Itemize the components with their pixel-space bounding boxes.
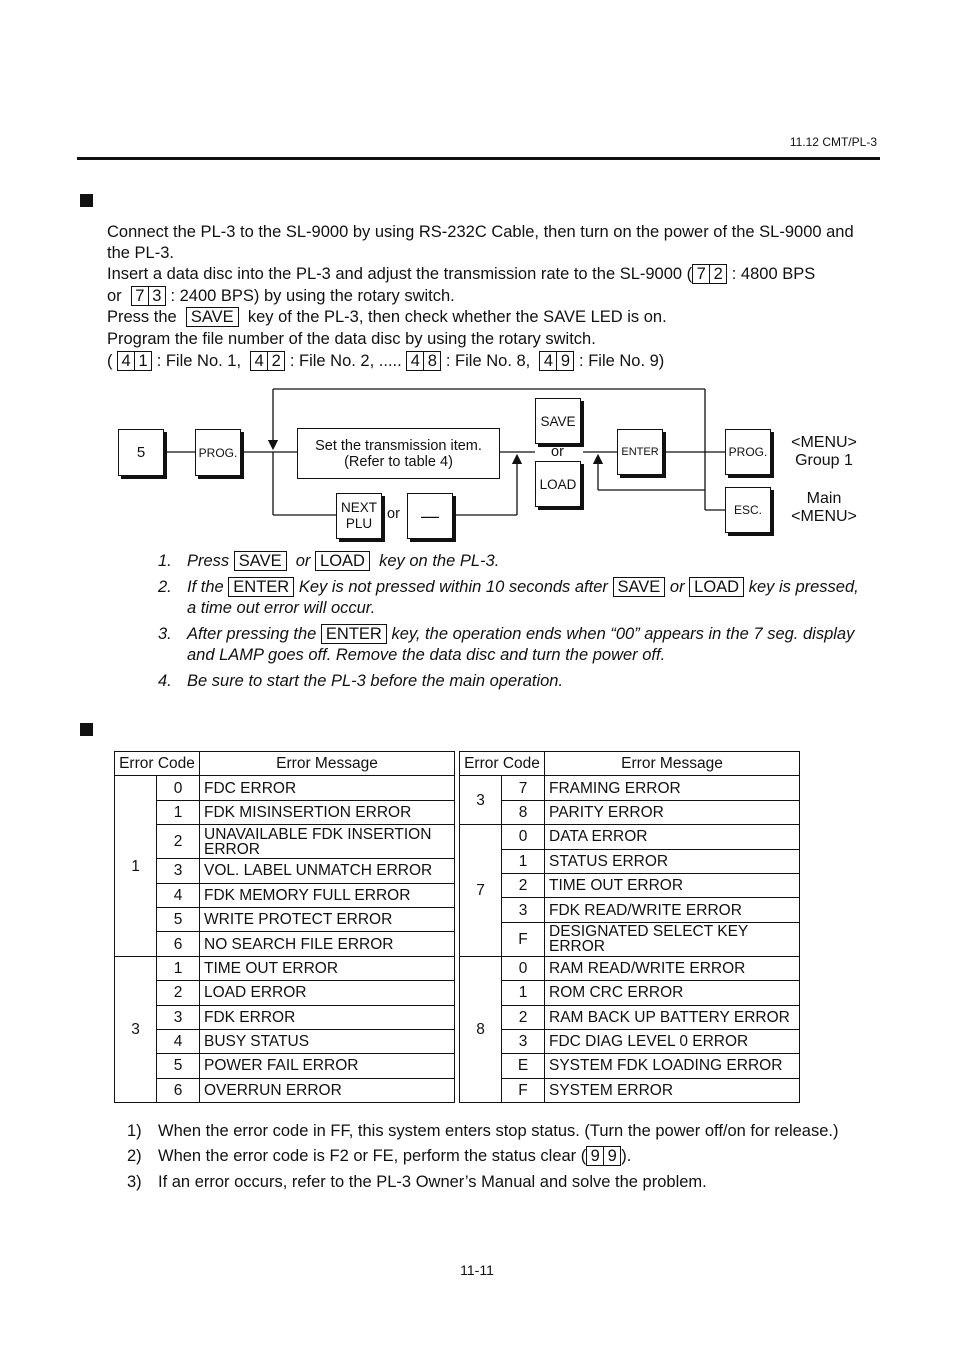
error-group-cell: 1 bbox=[115, 776, 157, 956]
error-message-cell: FRAMING ERROR bbox=[545, 776, 800, 800]
error-message-cell: FDK ERROR bbox=[200, 1005, 455, 1029]
load-key-box: LOAD bbox=[535, 461, 581, 507]
error-code-cell: 5 bbox=[157, 1054, 200, 1078]
digit-key: 3 bbox=[149, 286, 166, 306]
table-row bbox=[115, 1005, 455, 1029]
intro-line2: Insert a data disc into the PL-3 and adjust the transmission rate to the SL-9000 ( 7 2 : 4800 BPS bbox=[107, 265, 816, 283]
table-row bbox=[115, 1029, 455, 1053]
next-plu-key: NEXT PLU bbox=[336, 493, 382, 539]
error-message-cell: DATA ERROR bbox=[545, 825, 800, 849]
enter-key-box: ENTER bbox=[617, 429, 663, 475]
error-code-cell: E bbox=[502, 1054, 545, 1078]
error-code-cell: 0 bbox=[502, 825, 545, 849]
error-message-cell: PARITY ERROR bbox=[545, 800, 800, 824]
table-row bbox=[460, 922, 800, 956]
digit-key: 7 bbox=[131, 286, 149, 306]
table-row bbox=[115, 776, 455, 800]
table-row bbox=[460, 1078, 800, 1102]
prog-key-2: PROG. bbox=[725, 429, 771, 475]
error-message-cell: RAM READ/WRITE ERROR bbox=[545, 956, 800, 980]
save-key: SAVE bbox=[186, 307, 239, 327]
error-code-cell: 5 bbox=[157, 907, 200, 931]
error-code-cell: 3 bbox=[157, 859, 200, 883]
error-code-cell: 0 bbox=[502, 956, 545, 980]
error-table-left bbox=[114, 751, 455, 1103]
or-label: or bbox=[387, 506, 400, 522]
error-message-cell: TIME OUT ERROR bbox=[200, 956, 455, 980]
error-message-cell: FDC DIAG LEVEL 0 ERROR bbox=[545, 1029, 800, 1053]
table-row bbox=[115, 883, 455, 907]
table-row bbox=[115, 956, 455, 980]
key-5: 5 bbox=[118, 429, 164, 476]
or-label: or bbox=[551, 444, 564, 460]
error-code-cell: 2 bbox=[502, 873, 545, 897]
table-row bbox=[460, 1029, 800, 1053]
minus-key: — bbox=[407, 493, 453, 539]
table-row bbox=[115, 932, 455, 956]
error-message-cell: SYSTEM ERROR bbox=[545, 1078, 800, 1102]
error-message-cell: FDK MISINSERTION ERROR bbox=[200, 800, 455, 824]
error-message-cell: NO SEARCH FILE ERROR bbox=[200, 932, 455, 956]
error-code-cell: 2 bbox=[502, 1005, 545, 1029]
error-message-header: Error Message bbox=[545, 752, 800, 776]
table-row bbox=[460, 873, 800, 897]
menu-group-label: <MENU> Group 1 bbox=[791, 434, 857, 469]
error-message-header: Error Message bbox=[200, 752, 455, 776]
table-row bbox=[460, 825, 800, 849]
error-group-cell: 8 bbox=[460, 956, 502, 1102]
error-group-cell: 3 bbox=[460, 776, 502, 825]
error-code-cell: 4 bbox=[157, 883, 200, 907]
error-message-cell: TIME OUT ERROR bbox=[545, 873, 800, 897]
table-row bbox=[115, 907, 455, 931]
error-table-right bbox=[459, 751, 800, 1103]
error-message-cell: BUSY STATUS bbox=[200, 1029, 455, 1053]
error-message-cell: WRITE PROTECT ERROR bbox=[200, 907, 455, 931]
error-code-cell: 4 bbox=[157, 1029, 200, 1053]
table-row bbox=[460, 849, 800, 873]
table-row bbox=[460, 1054, 800, 1078]
save-key-box: SAVE bbox=[535, 398, 581, 444]
esc-key: ESC. bbox=[725, 487, 771, 533]
error-message-cell: FDC ERROR bbox=[200, 776, 455, 800]
table-row bbox=[115, 1054, 455, 1078]
error-message-cell: OVERRUN ERROR bbox=[200, 1078, 455, 1102]
intro-line4: Press the SAVE key of the PL-3, then check whether the SAVE LED is on. bbox=[107, 308, 667, 326]
error-code-cell: 2 bbox=[157, 981, 200, 1005]
intro-line3: or 7 3 : 2400 BPS) by using the rotary switch. bbox=[107, 287, 455, 305]
error-code-cell: 3 bbox=[157, 1005, 200, 1029]
error-code-cell: 8 bbox=[502, 800, 545, 824]
error-message-cell: FDK READ/WRITE ERROR bbox=[545, 898, 800, 922]
error-message-cell: SYSTEM FDK LOADING ERROR bbox=[545, 1054, 800, 1078]
table-row bbox=[460, 981, 800, 1005]
error-message-cell: DESIGNATED SELECT KEY ERROR bbox=[545, 922, 800, 956]
error-message-cell: VOL. LABEL UNMATCH ERROR bbox=[200, 859, 455, 883]
table-row bbox=[460, 800, 800, 824]
table-row bbox=[460, 776, 800, 800]
error-code-cell: 6 bbox=[157, 1078, 200, 1102]
table-row bbox=[460, 1005, 800, 1029]
set-transmission-item-box: Set the transmission item. (Refer to table 4) bbox=[297, 428, 500, 479]
intro-line1: Connect the PL-3 to the SL-9000 by using RS-232C Cable, then turn on the power of the SL-9000 and the PL-3. bbox=[107, 223, 854, 262]
intro-line5: Program the file number of the data disc by using the rotary switch. bbox=[107, 330, 596, 348]
error-code-cell: 6 bbox=[157, 932, 200, 956]
intro-line6: ( 4 1 : File No. 1, 4 2 : File No. 2, ..... 4 8 : File No. 8, 4 9 : File No. 9) bbox=[107, 352, 665, 370]
error-message-cell: FDK MEMORY FULL ERROR bbox=[200, 883, 455, 907]
error-code-cell: 1 bbox=[502, 849, 545, 873]
table-row bbox=[460, 898, 800, 922]
error-code-cell: F bbox=[502, 922, 545, 956]
error-code-cell: 0 bbox=[157, 776, 200, 800]
error-message-cell: LOAD ERROR bbox=[200, 981, 455, 1005]
digit-key: 7 bbox=[692, 264, 710, 284]
main-menu-label: Main <MENU> bbox=[791, 490, 857, 525]
error-code-cell: 1 bbox=[502, 981, 545, 1005]
prog-key: PROG. bbox=[195, 429, 241, 476]
error-code-header: Error Code bbox=[115, 752, 200, 776]
error-message-cell: ROM CRC ERROR bbox=[545, 981, 800, 1005]
error-message-cell: POWER FAIL ERROR bbox=[200, 1054, 455, 1078]
digit-key: 2 bbox=[710, 264, 727, 284]
table-row bbox=[460, 956, 800, 980]
error-code-header: Error Code bbox=[460, 752, 545, 776]
error-message-cell: RAM BACK UP BATTERY ERROR bbox=[545, 1005, 800, 1029]
operation-flow-diagram bbox=[0, 0, 954, 560]
error-group-cell: 3 bbox=[115, 956, 157, 1102]
table-row bbox=[115, 825, 455, 859]
error-code-cell: 2 bbox=[157, 825, 200, 859]
error-code-cell: 1 bbox=[157, 800, 200, 824]
error-code-cell: 1 bbox=[157, 956, 200, 980]
error-message-cell: STATUS ERROR bbox=[545, 849, 800, 873]
page-number: 11-11 bbox=[460, 1262, 494, 1278]
table-row bbox=[115, 859, 455, 883]
error-code-cell: 3 bbox=[502, 898, 545, 922]
section-bullet-icon bbox=[80, 723, 93, 736]
table-row bbox=[115, 981, 455, 1005]
error-code-cell: 3 bbox=[502, 1029, 545, 1053]
table-row bbox=[115, 1078, 455, 1102]
error-group-cell: 7 bbox=[460, 825, 502, 957]
error-message-cell: UNAVAILABLE FDK INSERTION ERROR bbox=[200, 825, 455, 859]
section-reference: 11.12 CMT/PL-3 bbox=[789, 135, 877, 149]
error-code-cell: F bbox=[502, 1078, 545, 1102]
table-row bbox=[115, 800, 455, 824]
error-code-cell: 7 bbox=[502, 776, 545, 800]
